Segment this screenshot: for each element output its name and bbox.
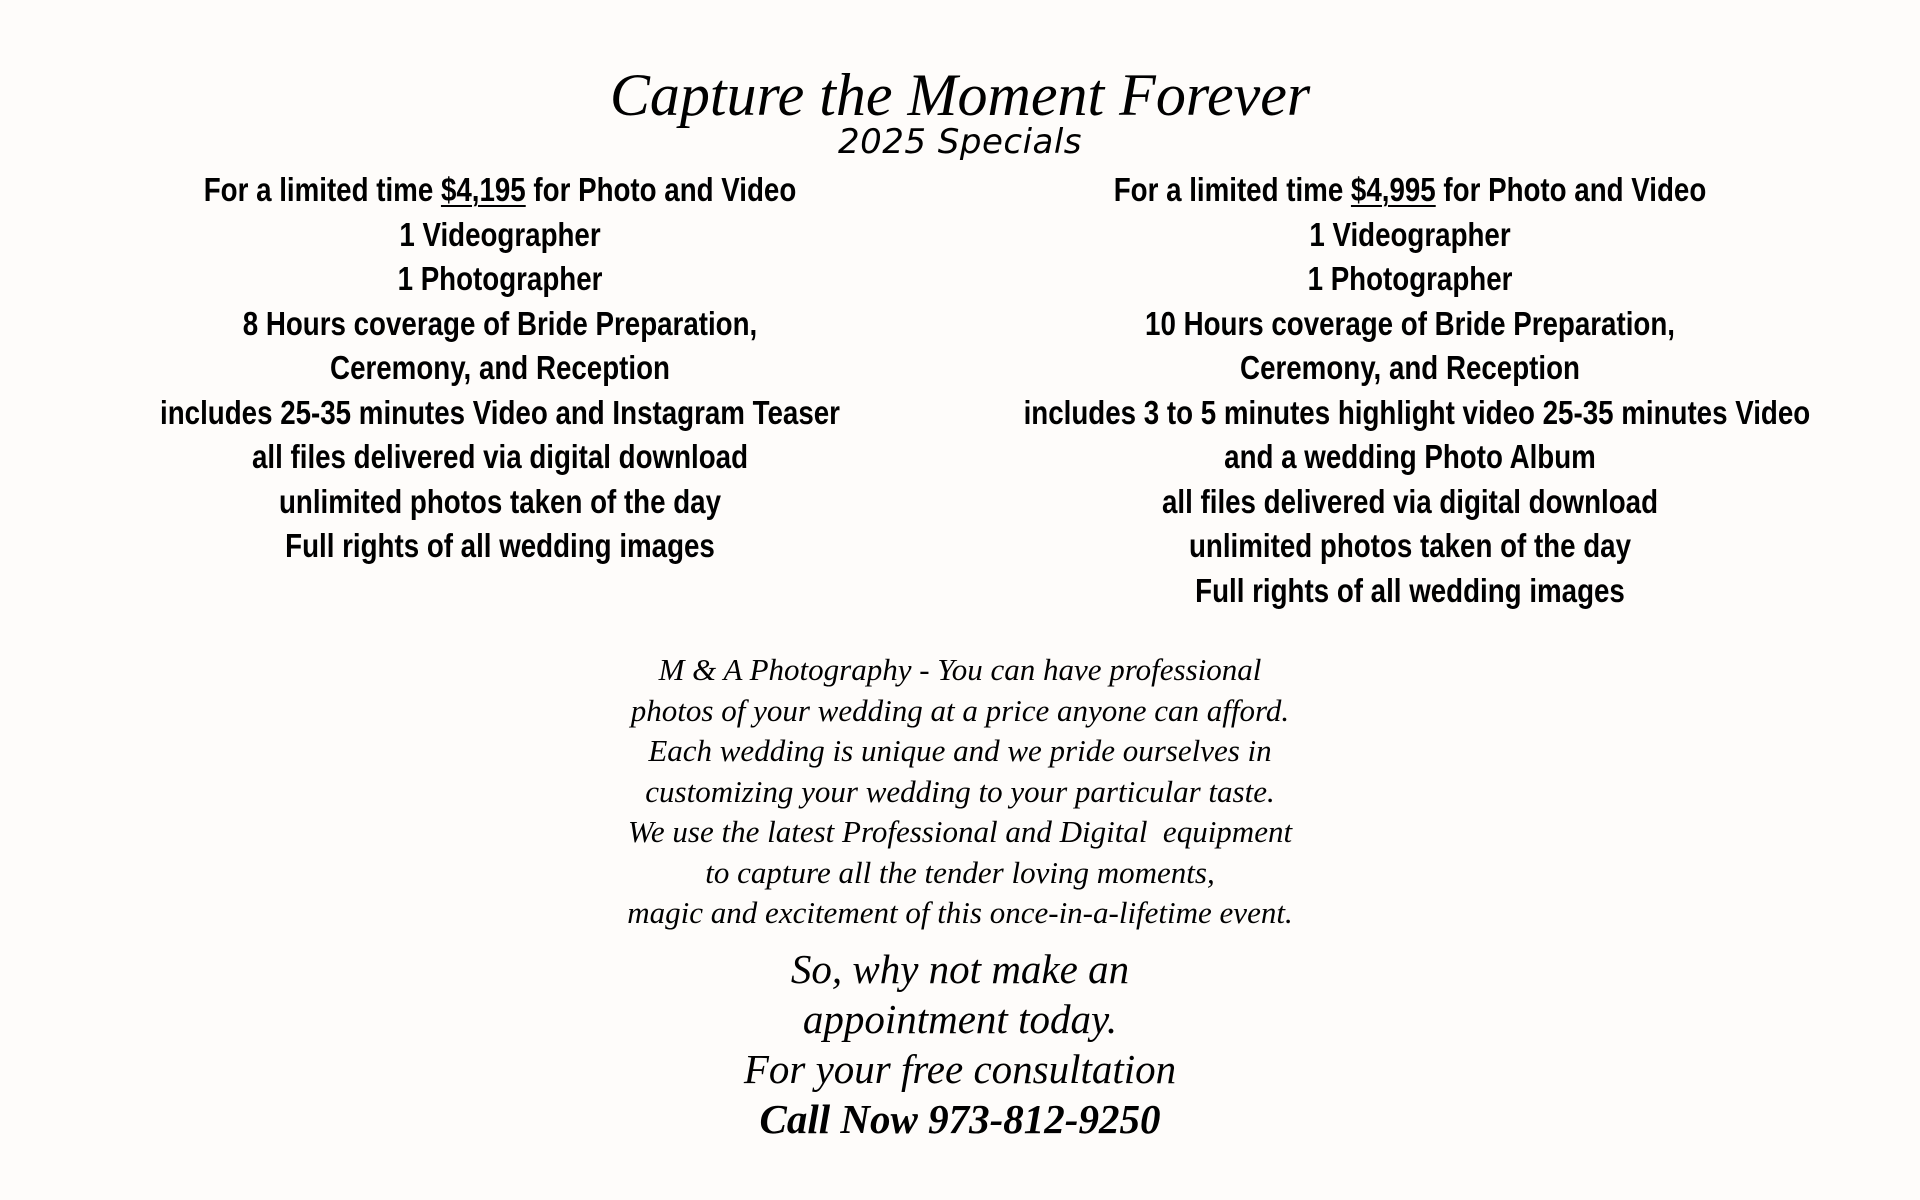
about-line: photos of your wedding at a price anyone can afford.: [630, 692, 1290, 728]
package-price: $4,995: [1350, 171, 1436, 208]
package-feature: and a wedding Photo Album: [1224, 438, 1596, 475]
package-price: $4,195: [440, 171, 526, 208]
package-feature: all files delivered via digital download: [251, 438, 749, 475]
package-left: [139, 168, 861, 569]
page-subtitle: 2025 Specials: [837, 122, 1083, 162]
about-line: customizing your wedding to your particular taste.: [645, 773, 1275, 809]
about-line: Each wedding is unique and we pride ourselves in: [648, 733, 1272, 768]
about-line: We use the latest Professional and Digital equipment: [627, 814, 1293, 849]
price-prefix: For a limited time: [203, 171, 441, 208]
price-suffix: for Photo and Video: [525, 171, 797, 208]
package-feature: Full rights of all wedding images: [285, 527, 715, 564]
package-feature: Ceremony, and Reception: [1240, 349, 1580, 386]
package-feature: unlimited photos taken of the day: [1188, 527, 1631, 564]
package-right: [1023, 168, 1811, 613]
price-prefix: For a limited time: [1113, 171, 1351, 208]
call-to-action: [0, 944, 1920, 1144]
cta-line: appointment today.: [802, 996, 1118, 1042]
call-now-phone: Call Now 973-812-9250: [759, 1096, 1161, 1142]
package-feature: 8 Hours coverage of Bride Preparation,: [242, 304, 758, 342]
price-suffix: for Photo and Video: [1435, 171, 1707, 208]
about-line: to capture all the tender loving moments,: [705, 854, 1215, 890]
package-feature: 1 Videographer: [399, 215, 601, 253]
package-feature: 1 Photographer: [397, 260, 603, 297]
package-feature: all files delivered via digital download: [1161, 482, 1659, 520]
package-feature: includes 3 to 5 minutes highlight video 25-35 minutes Video: [1023, 393, 1811, 431]
package-feature: includes 25-35 minutes Video and Instagram Teaser: [160, 393, 840, 431]
cta-line: So, why not make an: [790, 946, 1130, 992]
package-feature: Full rights of all wedding images: [1195, 571, 1625, 609]
cta-line: For your free consultation: [743, 1046, 1177, 1092]
package-feature: unlimited photos taken of the day: [278, 482, 721, 520]
package-feature: 1 Photographer: [1307, 260, 1513, 297]
about-line: M & A Photography - You can have professional: [658, 652, 1262, 687]
package-price-line: [1024, 168, 1797, 213]
package-feature: 10 Hours coverage of Bride Preparation,: [1145, 304, 1675, 342]
package-price-line: [139, 168, 861, 213]
about-line: magic and excitement of this once-in-a-lifetime event.: [627, 895, 1293, 930]
package-feature: Ceremony, and Reception: [330, 349, 670, 386]
package-feature: 1 Videographer: [1309, 215, 1511, 253]
about-paragraph: [0, 650, 1920, 934]
page-title: Capture the Moment Forever: [609, 62, 1311, 128]
